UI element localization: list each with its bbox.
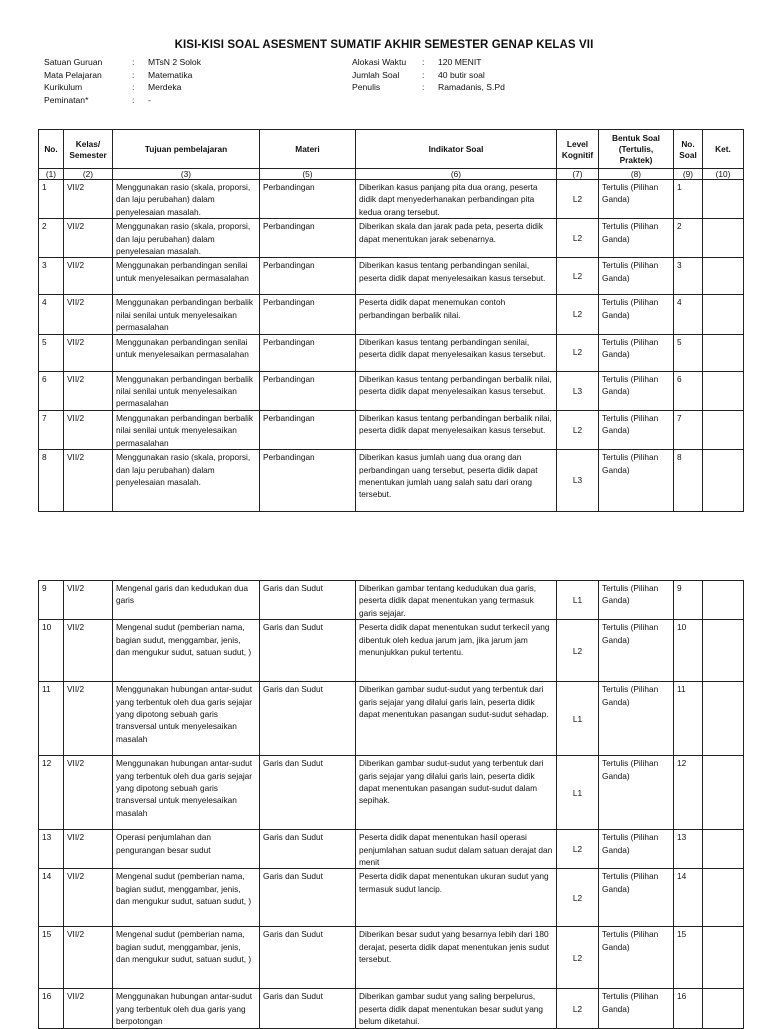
- table-row: [39, 371, 744, 410]
- header-level: Level Kognitif: [557, 130, 599, 169]
- cell-level: L2: [557, 258, 599, 295]
- cell-indikator: Diberikan besar sudut yang besarnya lebih dari 180 derajat, peserta didik dapat menentukan jenis sudut tersebut.: [356, 927, 557, 989]
- cell-bentuk: Tertulis (Pilihan Ganda): [599, 682, 674, 756]
- cell-bentuk: Tertulis (Pilihan Ganda): [599, 927, 674, 989]
- cell-level: L3: [557, 450, 599, 512]
- cell-level: L2: [557, 219, 599, 258]
- cell-materi: Garis dan Sudut: [260, 869, 356, 927]
- cell-tujuan: Menggunakan rasio (skala, proporsi, dan laju perubahan) dalam penyelesaian masalah.: [113, 180, 260, 219]
- table-row: [39, 989, 744, 1029]
- meta-key: Satuan Guruan: [44, 57, 103, 67]
- cell-tujuan: Menggunakan perbandingan berbalik nilai senilai untuk menyelesaikan permasalahan: [113, 371, 260, 410]
- meta-key: Jumlah Soal: [352, 69, 400, 80]
- cell-bentuk: Tertulis (Pilihan Ganda): [599, 180, 674, 219]
- cell-indikator: Diberikan gambar sudut-sudut yang terbentuk dari garis sejajar yang dilalui garis lain, peserta didik dapat menentukan pasangan sudut-sudut sehadap.: [356, 682, 557, 756]
- cell-tujuan: Menggunakan perbandingan senilai untuk menyelesaikan permasalahan: [113, 258, 260, 295]
- cell-no: 13: [39, 830, 64, 869]
- meta-row-jumlah: [352, 69, 505, 82]
- cell-ket: [703, 927, 744, 989]
- cell-level: L2: [557, 334, 599, 371]
- cell-bentuk: Tertulis (Pilihan Ganda): [599, 410, 674, 449]
- table-row: [39, 410, 744, 449]
- cell-ket: [703, 682, 744, 756]
- meta-value: Matematika: [148, 69, 193, 80]
- header-ket: Ket.: [703, 130, 744, 169]
- cell-bentuk: Tertulis (Pilihan Ganda): [599, 371, 674, 410]
- table-row: [39, 258, 744, 295]
- cell-materi: Garis dan Sudut: [260, 927, 356, 989]
- cell-ket: [703, 219, 744, 258]
- cell-ket: [703, 989, 744, 1029]
- cell-tujuan: Menggunakan perbandingan berbalik nilai senilai untuk menyelesaikan permasalahan: [113, 410, 260, 449]
- column-number: (10): [703, 169, 744, 180]
- meta-key: Alokasi Waktu: [352, 57, 407, 67]
- cell-indikator: Diberikan gambar tentang kedudukan dua garis, peserta didik dapat menentukan yang termasuk garis sejajar.: [356, 581, 557, 620]
- cell-indikator: Diberikan skala dan jarak pada peta, peserta didik dapat menentukan jarak sebenarnya.: [356, 219, 557, 258]
- meta-right: [352, 56, 505, 94]
- meta-value: Merdeka: [148, 82, 182, 93]
- column-number-row: [39, 169, 744, 180]
- cell-nosoal: 15: [674, 927, 703, 989]
- cell-bentuk: Tertulis (Pilihan Ganda): [599, 334, 674, 371]
- cell-kelas: VII/2: [64, 219, 113, 258]
- table-row: [39, 334, 744, 371]
- cell-tujuan: Menggunakan rasio (skala, proporsi, dan laju perubahan) dalam penyelesaian masalah.: [113, 450, 260, 512]
- cell-bentuk: Tertulis (Pilihan Ganda): [599, 830, 674, 869]
- table-row: [39, 830, 744, 869]
- cell-level: L2: [557, 830, 599, 869]
- cell-no: 8: [39, 450, 64, 512]
- cell-tujuan: Menggunakan rasio (skala, proporsi, dan laju perubahan) dalam penyelesaian masalah.: [113, 219, 260, 258]
- meta-value: 40 butir soal: [438, 69, 485, 80]
- table-row: [39, 450, 744, 512]
- cell-kelas: VII/2: [64, 258, 113, 295]
- cell-no: 5: [39, 334, 64, 371]
- cell-no: 7: [39, 410, 64, 449]
- cell-bentuk: Tertulis (Pilihan Ganda): [599, 258, 674, 295]
- cell-tujuan: Operasi penjumlahan dan pengurangan besar sudut: [113, 830, 260, 869]
- column-number: (9): [674, 169, 703, 180]
- cell-indikator: Diberikan kasus jumlah uang dua orang dan perbandingan uang tersebut, peserta didik dapat menentukan jumlah uang salah satu dari orang tersebut.: [356, 450, 557, 512]
- cell-materi: Garis dan Sudut: [260, 756, 356, 830]
- cell-materi: Perbandingan: [260, 450, 356, 512]
- cell-no: 9: [39, 581, 64, 620]
- cell-ket: [703, 450, 744, 512]
- cell-nosoal: 14: [674, 869, 703, 927]
- cell-indikator: Peserta didik dapat menentukan sudut terkecil yang dibentuk oleh kedua jarum jam, jika jarum jam menunjukkan pukul tertentu.: [356, 620, 557, 682]
- cell-kelas: VII/2: [64, 620, 113, 682]
- meta-key: Penulis: [352, 82, 381, 93]
- table-row: [39, 180, 744, 219]
- cell-level: L2: [557, 180, 599, 219]
- cell-indikator: Diberikan kasus tentang perbandingan berbalik nilai, peserta didik dapat menyelesaikan kasus tersebut.: [356, 371, 557, 410]
- meta-sep: :: [422, 69, 425, 80]
- meta-row-kurikulum: [44, 81, 201, 94]
- cell-ket: [703, 620, 744, 682]
- kisi-table-page-2: [38, 580, 744, 1029]
- table-row: [39, 869, 744, 927]
- cell-no: 1: [39, 180, 64, 219]
- cell-ket: [703, 410, 744, 449]
- cell-level: L1: [557, 756, 599, 830]
- cell-level: L3: [557, 371, 599, 410]
- cell-indikator: Diberikan kasus tentang perbandingan senilai, peserta didik dapat menyelesaikan kasus tersebut.: [356, 258, 557, 295]
- cell-no: 15: [39, 927, 64, 989]
- cell-bentuk: Tertulis (Pilihan Ganda): [599, 450, 674, 512]
- cell-indikator: Peserta didik dapat menemukan contoh perbandingan berbalik nilai.: [356, 295, 557, 334]
- cell-level: L2: [557, 989, 599, 1029]
- meta-key: Mata Pelajaran: [44, 69, 102, 80]
- table-row: [39, 620, 744, 682]
- header-indikator: Indikator Soal: [356, 130, 557, 169]
- meta-left: [44, 56, 201, 106]
- meta-sep: :: [132, 82, 135, 93]
- cell-nosoal: 2: [674, 219, 703, 258]
- header-nosoal: No. Soal: [674, 130, 703, 169]
- meta-value: -: [148, 94, 151, 105]
- cell-no: 11: [39, 682, 64, 756]
- table-row: [39, 295, 744, 334]
- column-number: (8): [599, 169, 674, 180]
- cell-nosoal: 8: [674, 450, 703, 512]
- column-number: (7): [557, 169, 599, 180]
- meta-value: MTsN 2 Solok: [148, 57, 202, 67]
- cell-kelas: VII/2: [64, 989, 113, 1029]
- cell-level: L2: [557, 620, 599, 682]
- cell-nosoal: 16: [674, 989, 703, 1029]
- cell-level: L1: [557, 581, 599, 620]
- cell-bentuk: Tertulis (Pilihan Ganda): [599, 989, 674, 1029]
- cell-tujuan: Menggunakan hubungan antar-sudut yang terbentuk oleh dua garis yang berpotongan: [113, 989, 260, 1029]
- cell-kelas: VII/2: [64, 410, 113, 449]
- cell-no: 14: [39, 869, 64, 927]
- cell-bentuk: Tertulis (Pilihan Ganda): [599, 295, 674, 334]
- cell-indikator: Peserta didik dapat menentukan hasil operasi penjumlahan satuan sudut dalam satuan derajat dan menit: [356, 830, 557, 869]
- cell-ket: [703, 869, 744, 927]
- cell-kelas: VII/2: [64, 581, 113, 620]
- meta-sep: :: [132, 57, 135, 67]
- cell-level: L2: [557, 869, 599, 927]
- cell-tujuan: Menggunakan hubungan antar-sudut yang terbentuk oleh dua garis sejajar yang dipotong sebuah garis transversal untuk menyelesaikan masalah: [113, 756, 260, 830]
- cell-kelas: VII/2: [64, 180, 113, 219]
- cell-nosoal: 11: [674, 682, 703, 756]
- header-row: [39, 130, 744, 169]
- cell-tujuan: Menggunakan hubungan antar-sudut yang terbentuk oleh dua garis sejajar yang dipotong sebuah garis transversal untuk menyelesaikan masalah: [113, 682, 260, 756]
- cell-nosoal: 3: [674, 258, 703, 295]
- cell-materi: Garis dan Sudut: [260, 830, 356, 869]
- meta-sep: :: [132, 69, 135, 80]
- column-number: (3): [113, 169, 260, 180]
- cell-materi: Garis dan Sudut: [260, 989, 356, 1029]
- meta-row-peminatan: [44, 94, 201, 107]
- table-row: [39, 756, 744, 830]
- cell-no: 16: [39, 989, 64, 1029]
- cell-materi: Garis dan Sudut: [260, 620, 356, 682]
- cell-materi: Perbandingan: [260, 219, 356, 258]
- cell-kelas: VII/2: [64, 371, 113, 410]
- cell-materi: Garis dan Sudut: [260, 682, 356, 756]
- cell-tujuan: Menggunakan perbandingan senilai untuk menyelesaikan permasalahan: [113, 334, 260, 371]
- cell-nosoal: 9: [674, 581, 703, 620]
- meta-sep: :: [422, 82, 425, 93]
- cell-bentuk: Tertulis (Pilihan Ganda): [599, 756, 674, 830]
- kisi-table-page-1: [38, 129, 744, 512]
- cell-ket: [703, 180, 744, 219]
- meta-sep: :: [422, 57, 425, 67]
- column-number: (6): [356, 169, 557, 180]
- cell-nosoal: 4: [674, 295, 703, 334]
- cell-indikator: Diberikan gambar sudut-sudut yang terbentuk dari garis sejajar yang dilalui garis lain, peserta didik dapat menentukan pasangan sudut-sudut dalam sepihak.: [356, 756, 557, 830]
- cell-nosoal: 7: [674, 410, 703, 449]
- header-kelas: Kelas/ Semester: [64, 130, 113, 169]
- cell-level: L2: [557, 295, 599, 334]
- header-tujuan: Tujuan pembelajaran: [113, 130, 260, 169]
- cell-kelas: VII/2: [64, 869, 113, 927]
- cell-no: 4: [39, 295, 64, 334]
- cell-nosoal: 6: [674, 371, 703, 410]
- table-row: [39, 927, 744, 989]
- cell-bentuk: Tertulis (Pilihan Ganda): [599, 869, 674, 927]
- cell-nosoal: 1: [674, 180, 703, 219]
- meta-value: 120 MENIT: [438, 57, 482, 67]
- meta-value: Ramadanis, S.Pd: [438, 82, 505, 93]
- cell-nosoal: 12: [674, 756, 703, 830]
- cell-ket: [703, 371, 744, 410]
- meta-row-alokasi: [352, 56, 505, 69]
- cell-kelas: VII/2: [64, 334, 113, 371]
- meta-row-mapel: [44, 69, 201, 82]
- cell-materi: Perbandingan: [260, 258, 356, 295]
- table-row: [39, 581, 744, 620]
- cell-bentuk: Tertulis (Pilihan Ganda): [599, 620, 674, 682]
- cell-tujuan: Menggunakan perbandingan berbalik nilai senilai untuk menyelesaikan permasalahan: [113, 295, 260, 334]
- cell-indikator: Diberikan kasus tentang perbandingan senilai, peserta didik dapat menyelesaikan kasus tersebut.: [356, 334, 557, 371]
- cell-nosoal: 13: [674, 830, 703, 869]
- cell-no: 12: [39, 756, 64, 830]
- cell-level: L1: [557, 682, 599, 756]
- cell-materi: Perbandingan: [260, 180, 356, 219]
- cell-materi: Perbandingan: [260, 334, 356, 371]
- meta-key: Kurikulum: [44, 82, 83, 93]
- column-number: (1): [39, 169, 64, 180]
- column-number: (2): [64, 169, 113, 180]
- meta-key: Peminatan*: [44, 94, 89, 105]
- header-materi: Materi: [260, 130, 356, 169]
- cell-ket: [703, 581, 744, 620]
- cell-indikator: Diberikan gambar sudut yang saling berpelurus, peserta didik dapat menentukan besar sudut yang belum diketahui.: [356, 989, 557, 1029]
- cell-ket: [703, 258, 744, 295]
- cell-ket: [703, 334, 744, 371]
- cell-indikator: Diberikan kasus panjang pita dua orang, peserta didik dapt menyederhanakan perbandingan pita kedua orang tersebut.: [356, 180, 557, 219]
- cell-kelas: VII/2: [64, 830, 113, 869]
- cell-no: 2: [39, 219, 64, 258]
- header-bentuk: Bentuk Soal (Tertulis, Praktek): [599, 130, 674, 169]
- cell-level: L2: [557, 410, 599, 449]
- cell-kelas: VII/2: [64, 927, 113, 989]
- cell-indikator: Peserta didik dapat menentukan ukuran sudut yang termasuk sudut lancip.: [356, 869, 557, 927]
- cell-tujuan: Mengenal garis dan kedudukan dua garis: [113, 581, 260, 620]
- cell-no: 3: [39, 258, 64, 295]
- cell-bentuk: Tertulis (Pilihan Ganda): [599, 219, 674, 258]
- cell-nosoal: 10: [674, 620, 703, 682]
- cell-kelas: VII/2: [64, 450, 113, 512]
- cell-ket: [703, 756, 744, 830]
- cell-materi: Perbandingan: [260, 410, 356, 449]
- cell-no: 10: [39, 620, 64, 682]
- cell-materi: Garis dan Sudut: [260, 581, 356, 620]
- cell-no: 6: [39, 371, 64, 410]
- cell-materi: Perbandingan: [260, 371, 356, 410]
- meta-row-satuan: [44, 56, 201, 69]
- cell-bentuk: Tertulis (Pilihan Ganda): [599, 581, 674, 620]
- cell-kelas: VII/2: [64, 682, 113, 756]
- cell-indikator: Diberikan kasus tentang perbandingan berbalik nilai, peserta didik dapat menyelesaikan kasus tersebut.: [356, 410, 557, 449]
- cell-kelas: VII/2: [64, 756, 113, 830]
- cell-ket: [703, 295, 744, 334]
- cell-kelas: VII/2: [64, 295, 113, 334]
- cell-tujuan: Mengenal sudut (pemberian nama, bagian sudut, menggambar, jenis, dan mengukur sudut, satuan sudut, ): [113, 869, 260, 927]
- cell-ket: [703, 830, 744, 869]
- header-no: No.: [39, 130, 64, 169]
- cell-tujuan: Mengenal sudut (pemberian nama, bagian sudut, menggambar, jenis, dan mengukur sudut, satuan sudut, ): [113, 620, 260, 682]
- table-row: [39, 682, 744, 756]
- document-title: KISI-KISI SOAL ASESMENT SUMATIF AKHIR SEMESTER GENAP KELAS VII: [174, 39, 594, 51]
- cell-nosoal: 5: [674, 334, 703, 371]
- column-number: (5): [260, 169, 356, 180]
- cell-level: L2: [557, 927, 599, 989]
- meta-sep: :: [132, 94, 135, 105]
- table-row: [39, 219, 744, 258]
- meta-row-penulis: [352, 81, 505, 94]
- cell-tujuan: Mengenal sudut (pemberian nama, bagian sudut, menggambar, jenis, dan mengukur sudut, satuan sudut, ): [113, 927, 260, 989]
- cell-materi: Perbandingan: [260, 295, 356, 334]
